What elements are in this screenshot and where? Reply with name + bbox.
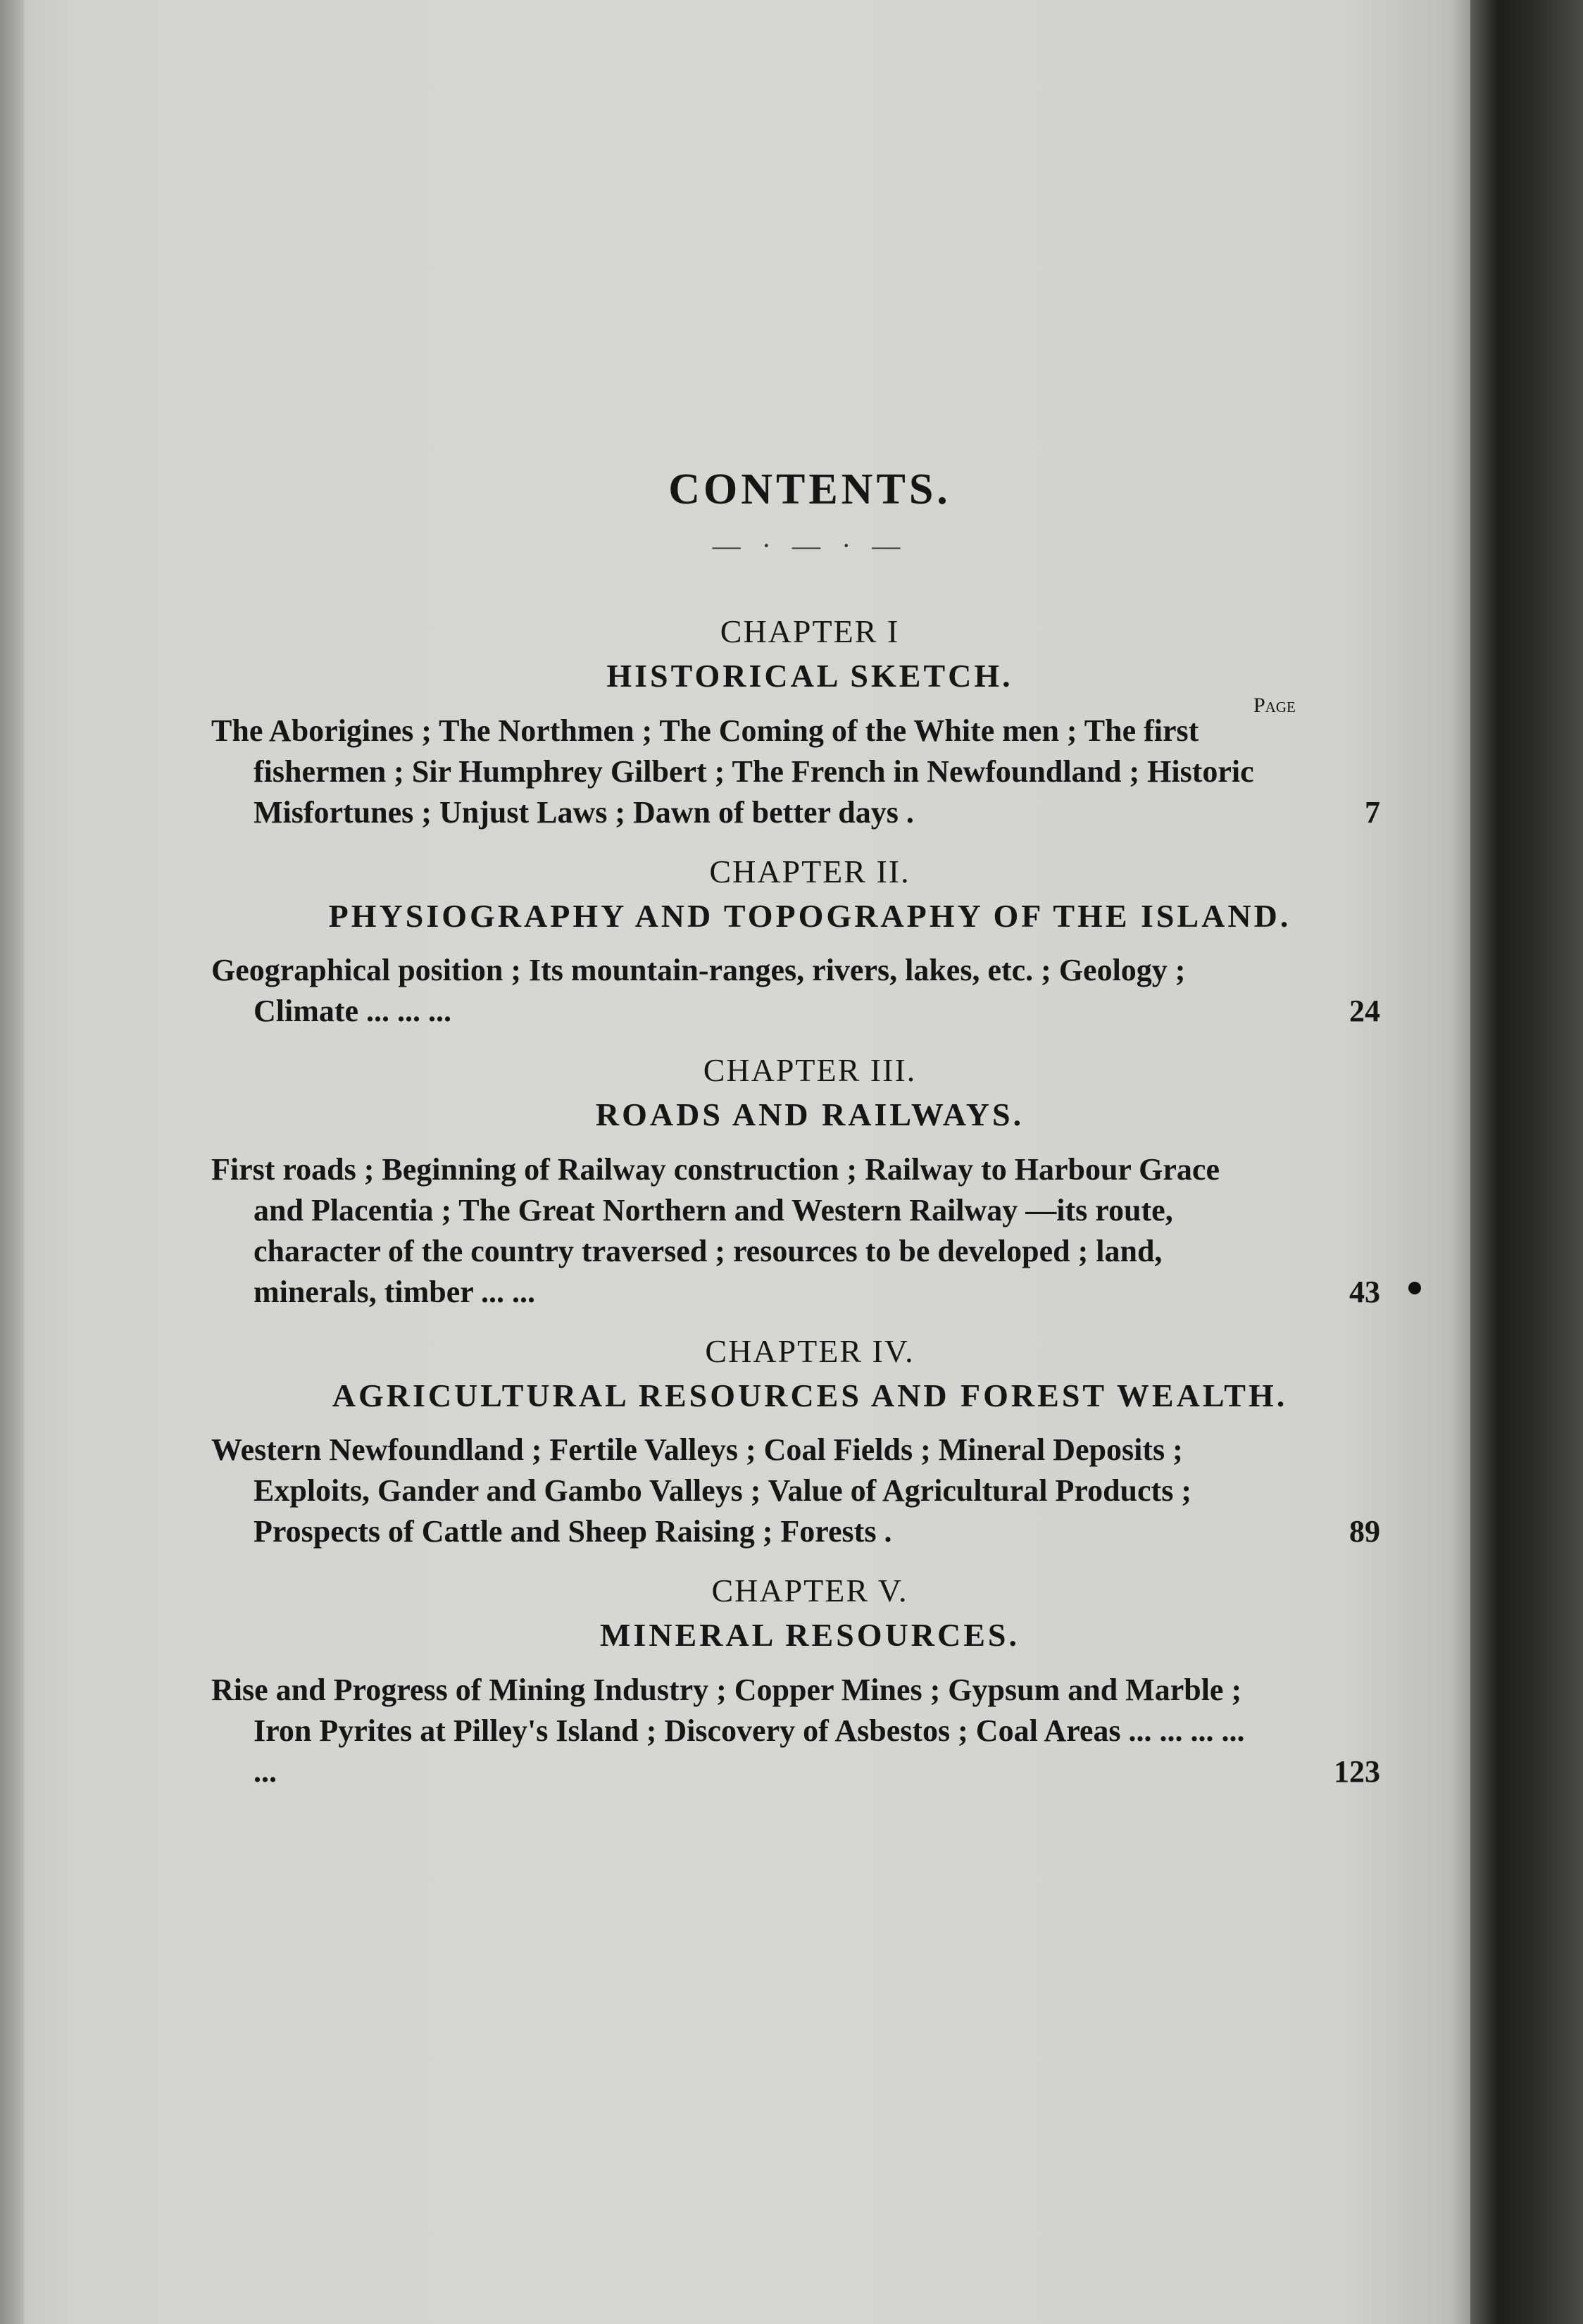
chapter-title: MINERAL RESOURCES. — [600, 1617, 1020, 1653]
chapter-1 — [211, 613, 1408, 833]
entry-page-number: 7 — [1365, 794, 1380, 830]
entry-text: Western Newfoundland ; Fertile Valleys ; Coal Fields ; Mineral Deposits ; Exploits, Gander and Gambo Valleys ; Value of Agricultural Products ; Prospects of Cattle and Sheep Raising ; Forests . — [211, 1432, 1191, 1549]
entry-text: Rise and Progress of Mining Industry ; Copper Mines ; Gypsum and Marble ; Iron Pyrites at Pilley's Island ; Discovery of Asbestos ; Coal Areas ... ... ... ... ... — [211, 1672, 1245, 1789]
entry-page-number: 24 — [1349, 994, 1380, 1028]
chapter-title: ROADS AND RAILWAYS. — [595, 1097, 1025, 1132]
chapter-title: HISTORICAL SKETCH. — [606, 658, 1013, 694]
contents-block — [211, 465, 1408, 1792]
chapter-label: CHAPTER II. — [709, 853, 911, 889]
entry-text: The Aborigines ; The Northmen ; The Coming of the White men ; The first fishermen ; Sir Humphrey Gilbert ; The French in Newfoundland ; Historic Misfortunes ; Unjust Laws ; Dawn of better days . — [211, 713, 1254, 830]
contents-heading: CONTENTS. — [668, 466, 951, 513]
chapter-4 — [211, 1332, 1408, 1553]
chapter-2 — [211, 853, 1408, 1032]
chapter-entry — [211, 1670, 1408, 1792]
chapter-entry — [211, 1149, 1408, 1313]
entry-text: First roads ; Beginning of Railway construction ; Railway to Harbour Grace and Placentia ; The Great Northern and Western Railway —its route, character of the country traversed ; resources to be developed ; land, minerals, timber ... ... — [211, 1151, 1220, 1309]
chapter-label: CHAPTER III. — [703, 1052, 917, 1088]
chapter-entry — [211, 1430, 1408, 1552]
chapter-entry — [211, 711, 1408, 833]
chapter-3 — [211, 1051, 1408, 1313]
chapter-entry — [211, 950, 1408, 1032]
chapter-label: CHAPTER IV. — [705, 1332, 915, 1369]
page-column-label: Page — [1253, 694, 1296, 717]
heading-rule: — · — · — — [712, 530, 908, 561]
chapter-title: AGRICULTURAL RESOURCES AND FOREST WEALTH. — [332, 1377, 1288, 1413]
book-binding-edge — [1470, 0, 1583, 2324]
page-left-edge — [0, 0, 24, 2324]
chapter-title: PHYSIOGRAPHY AND TOPOGRAPHY OF THE ISLAND. — [328, 897, 1291, 934]
chapter-label: CHAPTER I — [720, 613, 900, 649]
entry-text: Geographical position ; Its mountain-ranges, rivers, lakes, etc. ; Geology ; Climate ... ... ... — [211, 953, 1186, 1028]
chapter-label: CHAPTER V. — [711, 1573, 908, 1608]
chapter-5 — [211, 1572, 1408, 1792]
entry-page-number: 89 — [1349, 1514, 1380, 1549]
ink-spot — [1408, 1282, 1421, 1294]
entry-page-number: 43 — [1349, 1274, 1380, 1309]
entry-page-number: 123 — [1334, 1754, 1380, 1789]
